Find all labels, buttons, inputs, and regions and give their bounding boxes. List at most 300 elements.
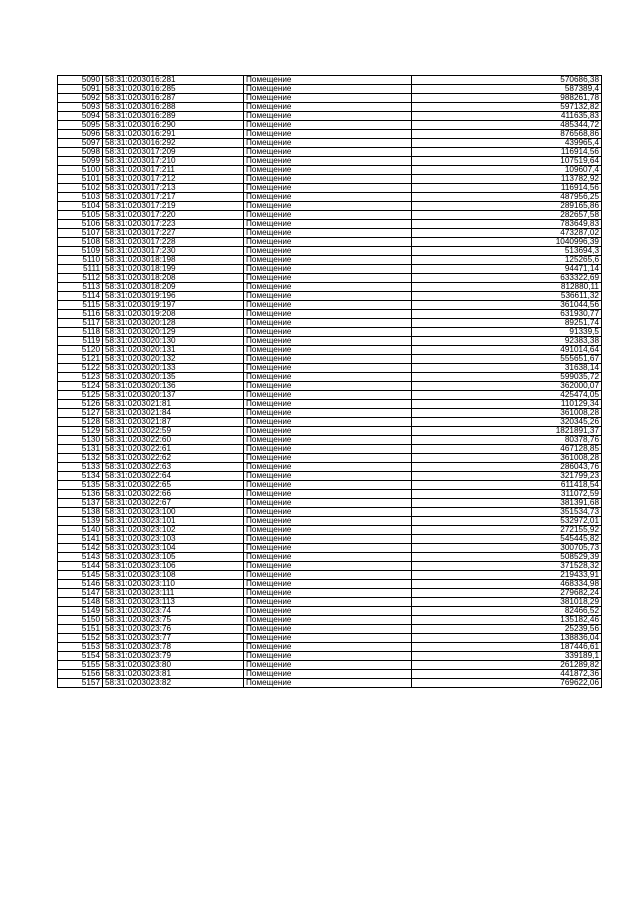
cadastral-value-cell: 1821891,37 xyxy=(412,427,602,436)
table-row xyxy=(58,427,602,436)
cadastral-number-cell: 58:31:0203017:211 xyxy=(103,166,244,175)
cadastral-value-cell: 769622,06 xyxy=(412,679,602,688)
cadastral-number-cell: 58:31:0203019:197 xyxy=(103,301,244,310)
cadastral-value-cell: 485344,72 xyxy=(412,121,602,130)
object-type-cell: Помещение xyxy=(244,148,412,157)
row-number-cell: 5145 xyxy=(58,571,103,580)
cadastral-number-cell: 58:31:0203023:110 xyxy=(103,580,244,589)
cadastral-number-cell: 58:31:0203023:106 xyxy=(103,562,244,571)
object-type-cell: Помещение xyxy=(244,112,412,121)
cadastral-value-cell: 587389,4 xyxy=(412,85,602,94)
row-number-cell: 5157 xyxy=(58,679,103,688)
cadastral-value-cell: 116914,56 xyxy=(412,184,602,193)
cadastral-value-cell: 473287,02 xyxy=(412,229,602,238)
cadastral-value-cell: 361044,56 xyxy=(412,301,602,310)
cadastral-value-cell: 1040996,39 xyxy=(412,238,602,247)
table-row xyxy=(58,202,602,211)
cadastral-number-cell: 58:31:0203023:75 xyxy=(103,616,244,625)
cadastral-value-cell: 508529,39 xyxy=(412,553,602,562)
row-number-cell: 5153 xyxy=(58,643,103,652)
cadastral-number-cell: 58:31:0203023:103 xyxy=(103,535,244,544)
row-number-cell: 5119 xyxy=(58,337,103,346)
row-number-cell: 5103 xyxy=(58,193,103,202)
object-type-cell: Помещение xyxy=(244,193,412,202)
row-number-cell: 5090 xyxy=(58,76,103,85)
table-row xyxy=(58,517,602,526)
table-row xyxy=(58,139,602,148)
table-row xyxy=(58,319,602,328)
object-type-cell: Помещение xyxy=(244,130,412,139)
cadastral-value-cell: 536611,32 xyxy=(412,292,602,301)
cadastral-value-cell: 362000,07 xyxy=(412,382,602,391)
table-row xyxy=(58,112,602,121)
cadastral-value-cell: 91339,5 xyxy=(412,328,602,337)
cadastral-value-cell: 812880,11 xyxy=(412,283,602,292)
cadastral-number-cell: 58:31:0203023:104 xyxy=(103,544,244,553)
cadastral-value-table xyxy=(57,75,602,688)
row-number-cell: 5105 xyxy=(58,211,103,220)
cadastral-number-cell: 58:31:0203023:102 xyxy=(103,526,244,535)
table-row xyxy=(58,589,602,598)
cadastral-number-cell: 58:31:0203021:84 xyxy=(103,409,244,418)
row-number-cell: 5116 xyxy=(58,310,103,319)
object-type-cell: Помещение xyxy=(244,85,412,94)
object-type-cell: Помещение xyxy=(244,364,412,373)
cadastral-value-cell: 631930,77 xyxy=(412,310,602,319)
table-row xyxy=(58,229,602,238)
row-number-cell: 5106 xyxy=(58,220,103,229)
table-row xyxy=(58,571,602,580)
row-number-cell: 5155 xyxy=(58,661,103,670)
object-type-cell: Помещение xyxy=(244,355,412,364)
cadastral-number-cell: 58:31:0203017:223 xyxy=(103,220,244,229)
object-type-cell: Помещение xyxy=(244,625,412,634)
row-number-cell: 5133 xyxy=(58,463,103,472)
cadastral-number-cell: 58:31:0203019:196 xyxy=(103,292,244,301)
table-row xyxy=(58,436,602,445)
table-row xyxy=(58,355,602,364)
cadastral-value-cell: 351534,73 xyxy=(412,508,602,517)
table-row xyxy=(58,310,602,319)
row-number-cell: 5124 xyxy=(58,382,103,391)
object-type-cell: Помещение xyxy=(244,652,412,661)
cadastral-value-cell: 876568,86 xyxy=(412,130,602,139)
row-number-cell: 5148 xyxy=(58,598,103,607)
object-type-cell: Помещение xyxy=(244,490,412,499)
object-type-cell: Помещение xyxy=(244,283,412,292)
cadastral-number-cell: 58:31:0203020:136 xyxy=(103,382,244,391)
cadastral-value-cell: 361008,28 xyxy=(412,454,602,463)
row-number-cell: 5117 xyxy=(58,319,103,328)
table-row xyxy=(58,445,602,454)
cadastral-number-cell: 58:31:0203023:100 xyxy=(103,508,244,517)
cadastral-value-cell: 31638,14 xyxy=(412,364,602,373)
table-row xyxy=(58,526,602,535)
cadastral-value-cell: 321799,23 xyxy=(412,472,602,481)
cadastral-value-cell: 113782,92 xyxy=(412,175,602,184)
object-type-cell: Помещение xyxy=(244,391,412,400)
row-number-cell: 5134 xyxy=(58,472,103,481)
table-row xyxy=(58,607,602,616)
row-number-cell: 5097 xyxy=(58,139,103,148)
object-type-cell: Помещение xyxy=(244,616,412,625)
object-type-cell: Помещение xyxy=(244,634,412,643)
cadastral-value-cell: 371528,32 xyxy=(412,562,602,571)
row-number-cell: 5152 xyxy=(58,634,103,643)
cadastral-number-cell: 58:31:0203022:64 xyxy=(103,472,244,481)
table-row xyxy=(58,634,602,643)
table-row xyxy=(58,256,602,265)
cadastral-number-cell: 58:31:0203023:80 xyxy=(103,661,244,670)
cadastral-value-cell: 82466,52 xyxy=(412,607,602,616)
table-row xyxy=(58,220,602,229)
cadastral-value-cell: 545445,82 xyxy=(412,535,602,544)
row-number-cell: 5094 xyxy=(58,112,103,121)
table-row xyxy=(58,418,602,427)
cadastral-value-cell: 300705,73 xyxy=(412,544,602,553)
table-row xyxy=(58,544,602,553)
object-type-cell: Помещение xyxy=(244,328,412,337)
row-number-cell: 5109 xyxy=(58,247,103,256)
cadastral-value-cell: 988261,78 xyxy=(412,94,602,103)
object-type-cell: Помещение xyxy=(244,499,412,508)
object-type-cell: Помещение xyxy=(244,472,412,481)
object-type-cell: Помещение xyxy=(244,319,412,328)
row-number-cell: 5144 xyxy=(58,562,103,571)
object-type-cell: Помещение xyxy=(244,607,412,616)
table-row xyxy=(58,373,602,382)
row-number-cell: 5156 xyxy=(58,670,103,679)
cadastral-number-cell: 58:31:0203020:137 xyxy=(103,391,244,400)
cadastral-number-cell: 58:31:0203023:113 xyxy=(103,598,244,607)
cadastral-number-cell: 58:31:0203018:209 xyxy=(103,283,244,292)
cadastral-number-cell: 58:31:0203016:288 xyxy=(103,103,244,112)
object-type-cell: Помещение xyxy=(244,139,412,148)
cadastral-number-cell: 58:31:0203022:67 xyxy=(103,499,244,508)
object-type-cell: Помещение xyxy=(244,373,412,382)
object-type-cell: Помещение xyxy=(244,562,412,571)
object-type-cell: Помещение xyxy=(244,481,412,490)
row-number-cell: 5099 xyxy=(58,157,103,166)
cadastral-number-cell: 58:31:0203023:81 xyxy=(103,670,244,679)
table-row xyxy=(58,211,602,220)
object-type-cell: Помещение xyxy=(244,427,412,436)
cadastral-value-cell: 116914,56 xyxy=(412,148,602,157)
object-type-cell: Помещение xyxy=(244,589,412,598)
table-row xyxy=(58,328,602,337)
row-number-cell: 5147 xyxy=(58,589,103,598)
row-number-cell: 5132 xyxy=(58,454,103,463)
row-number-cell: 5104 xyxy=(58,202,103,211)
cadastral-value-cell: 441872,36 xyxy=(412,670,602,679)
object-type-cell: Помещение xyxy=(244,670,412,679)
object-type-cell: Помещение xyxy=(244,220,412,229)
cadastral-value-cell: 89251,74 xyxy=(412,319,602,328)
row-number-cell: 5128 xyxy=(58,418,103,427)
cadastral-number-cell: 58:31:0203022:62 xyxy=(103,454,244,463)
table-row xyxy=(58,616,602,625)
cadastral-value-cell: 125265,6 xyxy=(412,256,602,265)
row-number-cell: 5118 xyxy=(58,328,103,337)
cadastral-value-cell: 361008,28 xyxy=(412,409,602,418)
cadastral-number-cell: 58:31:0203017:212 xyxy=(103,175,244,184)
cadastral-value-cell: 135182,46 xyxy=(412,616,602,625)
cadastral-value-cell: 311072,59 xyxy=(412,490,602,499)
object-type-cell: Помещение xyxy=(244,121,412,130)
row-number-cell: 5111 xyxy=(58,265,103,274)
object-type-cell: Помещение xyxy=(244,445,412,454)
cadastral-number-cell: 58:31:0203022:59 xyxy=(103,427,244,436)
cadastral-number-cell: 58:31:0203017:228 xyxy=(103,238,244,247)
row-number-cell: 5092 xyxy=(58,94,103,103)
object-type-cell: Помещение xyxy=(244,346,412,355)
row-number-cell: 5143 xyxy=(58,553,103,562)
cadastral-number-cell: 58:31:0203018:208 xyxy=(103,274,244,283)
table-row xyxy=(58,157,602,166)
table-body xyxy=(58,76,602,688)
row-number-cell: 5121 xyxy=(58,355,103,364)
cadastral-number-cell: 58:31:0203017:230 xyxy=(103,247,244,256)
table-row xyxy=(58,553,602,562)
cadastral-number-cell: 58:31:0203017:219 xyxy=(103,202,244,211)
cadastral-value-cell: 599035,72 xyxy=(412,373,602,382)
table-row xyxy=(58,562,602,571)
cadastral-number-cell: 58:31:0203017:209 xyxy=(103,148,244,157)
object-type-cell: Помещение xyxy=(244,310,412,319)
cadastral-number-cell: 58:31:0203018:199 xyxy=(103,265,244,274)
table-row xyxy=(58,382,602,391)
table-row xyxy=(58,598,602,607)
cadastral-value-cell: 555651,67 xyxy=(412,355,602,364)
table-row xyxy=(58,364,602,373)
object-type-cell: Помещение xyxy=(244,229,412,238)
cadastral-number-cell: 58:31:0203023:79 xyxy=(103,652,244,661)
cadastral-number-cell: 58:31:0203022:63 xyxy=(103,463,244,472)
cadastral-number-cell: 58:31:0203016:290 xyxy=(103,121,244,130)
row-number-cell: 5131 xyxy=(58,445,103,454)
object-type-cell: Помещение xyxy=(244,553,412,562)
table-row xyxy=(58,148,602,157)
row-number-cell: 5098 xyxy=(58,148,103,157)
cadastral-number-cell: 58:31:0203023:77 xyxy=(103,634,244,643)
object-type-cell: Помещение xyxy=(244,454,412,463)
object-type-cell: Помещение xyxy=(244,508,412,517)
object-type-cell: Помещение xyxy=(244,247,412,256)
object-type-cell: Помещение xyxy=(244,166,412,175)
cadastral-value-cell: 532972,01 xyxy=(412,517,602,526)
cadastral-value-cell: 633322,69 xyxy=(412,274,602,283)
table-row xyxy=(58,193,602,202)
object-type-cell: Помещение xyxy=(244,571,412,580)
cadastral-value-cell: 411635,83 xyxy=(412,112,602,121)
cadastral-number-cell: 58:31:0203023:76 xyxy=(103,625,244,634)
cadastral-value-cell: 109607,4 xyxy=(412,166,602,175)
cadastral-number-cell: 58:31:0203017:210 xyxy=(103,157,244,166)
cadastral-number-cell: 58:31:0203023:108 xyxy=(103,571,244,580)
object-type-cell: Помещение xyxy=(244,265,412,274)
table-row xyxy=(58,301,602,310)
table-row xyxy=(58,346,602,355)
cadastral-value-cell: 439965,4 xyxy=(412,139,602,148)
row-number-cell: 5100 xyxy=(58,166,103,175)
cadastral-value-cell: 597132,82 xyxy=(412,103,602,112)
table-row xyxy=(58,283,602,292)
object-type-cell: Помещение xyxy=(244,409,412,418)
row-number-cell: 5091 xyxy=(58,85,103,94)
object-type-cell: Помещение xyxy=(244,544,412,553)
row-number-cell: 5129 xyxy=(58,427,103,436)
row-number-cell: 5123 xyxy=(58,373,103,382)
object-type-cell: Помещение xyxy=(244,103,412,112)
cadastral-value-cell: 611418,54 xyxy=(412,481,602,490)
row-number-cell: 5149 xyxy=(58,607,103,616)
cadastral-value-cell: 261289,82 xyxy=(412,661,602,670)
object-type-cell: Помещение xyxy=(244,679,412,688)
cadastral-value-cell: 286043,76 xyxy=(412,463,602,472)
table-row xyxy=(58,661,602,670)
object-type-cell: Помещение xyxy=(244,436,412,445)
cadastral-number-cell: 58:31:0203016:281 xyxy=(103,76,244,85)
object-type-cell: Помещение xyxy=(244,301,412,310)
row-number-cell: 5125 xyxy=(58,391,103,400)
cadastral-number-cell: 58:31:0203023:78 xyxy=(103,643,244,652)
cadastral-value-cell: 487956,25 xyxy=(412,193,602,202)
table-row xyxy=(58,94,602,103)
cadastral-number-cell: 58:31:0203021:87 xyxy=(103,418,244,427)
object-type-cell: Помещение xyxy=(244,400,412,409)
table-row xyxy=(58,184,602,193)
cadastral-number-cell: 58:31:0203022:66 xyxy=(103,490,244,499)
object-type-cell: Помещение xyxy=(244,526,412,535)
object-type-cell: Помещение xyxy=(244,517,412,526)
object-type-cell: Помещение xyxy=(244,256,412,265)
table-row xyxy=(58,103,602,112)
row-number-cell: 5101 xyxy=(58,175,103,184)
table-row xyxy=(58,580,602,589)
row-number-cell: 5102 xyxy=(58,184,103,193)
cadastral-number-cell: 58:31:0203023:101 xyxy=(103,517,244,526)
object-type-cell: Помещение xyxy=(244,598,412,607)
row-number-cell: 5154 xyxy=(58,652,103,661)
table-row xyxy=(58,499,602,508)
cadastral-value-cell: 289165,86 xyxy=(412,202,602,211)
row-number-cell: 5146 xyxy=(58,580,103,589)
cadastral-number-cell: 58:31:0203023:82 xyxy=(103,679,244,688)
row-number-cell: 5135 xyxy=(58,481,103,490)
cadastral-value-cell: 425474,05 xyxy=(412,391,602,400)
row-number-cell: 5095 xyxy=(58,121,103,130)
table-row xyxy=(58,292,602,301)
cadastral-value-cell: 783649,83 xyxy=(412,220,602,229)
cadastral-value-cell: 467128,85 xyxy=(412,445,602,454)
row-number-cell: 5112 xyxy=(58,274,103,283)
cadastral-value-cell: 381391,68 xyxy=(412,499,602,508)
object-type-cell: Помещение xyxy=(244,175,412,184)
row-number-cell: 5126 xyxy=(58,400,103,409)
table-row xyxy=(58,625,602,634)
cadastral-value-cell: 272155,92 xyxy=(412,526,602,535)
cadastral-number-cell: 58:31:0203016:289 xyxy=(103,112,244,121)
cadastral-number-cell: 58:31:0203020:132 xyxy=(103,355,244,364)
table-row xyxy=(58,274,602,283)
object-type-cell: Помещение xyxy=(244,382,412,391)
cadastral-number-cell: 58:31:0203021:81 xyxy=(103,400,244,409)
cadastral-number-cell: 58:31:0203016:292 xyxy=(103,139,244,148)
row-number-cell: 5141 xyxy=(58,535,103,544)
row-number-cell: 5115 xyxy=(58,301,103,310)
table-row xyxy=(58,463,602,472)
table-row xyxy=(58,247,602,256)
table-row xyxy=(58,670,602,679)
table-row xyxy=(58,85,602,94)
cadastral-number-cell: 58:31:0203016:287 xyxy=(103,94,244,103)
object-type-cell: Помещение xyxy=(244,292,412,301)
object-type-cell: Помещение xyxy=(244,202,412,211)
row-number-cell: 5113 xyxy=(58,283,103,292)
row-number-cell: 5107 xyxy=(58,229,103,238)
cadastral-number-cell: 58:31:0203023:105 xyxy=(103,553,244,562)
cadastral-number-cell: 58:31:0203017:227 xyxy=(103,229,244,238)
cadastral-number-cell: 58:31:0203023:111 xyxy=(103,589,244,598)
row-number-cell: 5122 xyxy=(58,364,103,373)
cadastral-value-cell: 94471,14 xyxy=(412,265,602,274)
object-type-cell: Помещение xyxy=(244,463,412,472)
cadastral-value-cell: 339189,1 xyxy=(412,652,602,661)
cadastral-value-cell: 570686,38 xyxy=(412,76,602,85)
cadastral-value-cell: 279682,24 xyxy=(412,589,602,598)
cadastral-number-cell: 58:31:0203020:130 xyxy=(103,337,244,346)
row-number-cell: 5130 xyxy=(58,436,103,445)
cadastral-value-cell: 491014,64 xyxy=(412,346,602,355)
cadastral-value-cell: 107519,64 xyxy=(412,157,602,166)
object-type-cell: Помещение xyxy=(244,184,412,193)
cadastral-value-cell: 219433,91 xyxy=(412,571,602,580)
cadastral-number-cell: 58:31:0203019:208 xyxy=(103,310,244,319)
object-type-cell: Помещение xyxy=(244,418,412,427)
cadastral-value-cell: 282657,58 xyxy=(412,211,602,220)
cadastral-number-cell: 58:31:0203022:60 xyxy=(103,436,244,445)
cadastral-number-cell: 58:31:0203018:198 xyxy=(103,256,244,265)
object-type-cell: Помещение xyxy=(244,157,412,166)
cadastral-value-cell: 80378,76 xyxy=(412,436,602,445)
row-number-cell: 5127 xyxy=(58,409,103,418)
table-row xyxy=(58,166,602,175)
cadastral-value-cell: 381018,29 xyxy=(412,598,602,607)
cadastral-number-cell: 58:31:0203022:65 xyxy=(103,481,244,490)
cadastral-number-cell: 58:31:0203023:74 xyxy=(103,607,244,616)
table-row xyxy=(58,130,602,139)
cadastral-number-cell: 58:31:0203020:129 xyxy=(103,328,244,337)
row-number-cell: 5136 xyxy=(58,490,103,499)
table-row xyxy=(58,508,602,517)
table-row xyxy=(58,490,602,499)
row-number-cell: 5142 xyxy=(58,544,103,553)
table-row xyxy=(58,535,602,544)
cadastral-number-cell: 58:31:0203020:131 xyxy=(103,346,244,355)
cadastral-number-cell: 58:31:0203022:61 xyxy=(103,445,244,454)
object-type-cell: Помещение xyxy=(244,643,412,652)
row-number-cell: 5140 xyxy=(58,526,103,535)
object-type-cell: Помещение xyxy=(244,661,412,670)
table-row xyxy=(58,265,602,274)
cadastral-number-cell: 58:31:0203016:291 xyxy=(103,130,244,139)
object-type-cell: Помещение xyxy=(244,211,412,220)
cadastral-number-cell: 58:31:0203017:220 xyxy=(103,211,244,220)
table-row xyxy=(58,481,602,490)
table-row xyxy=(58,76,602,85)
row-number-cell: 5093 xyxy=(58,103,103,112)
object-type-cell: Помещение xyxy=(244,580,412,589)
